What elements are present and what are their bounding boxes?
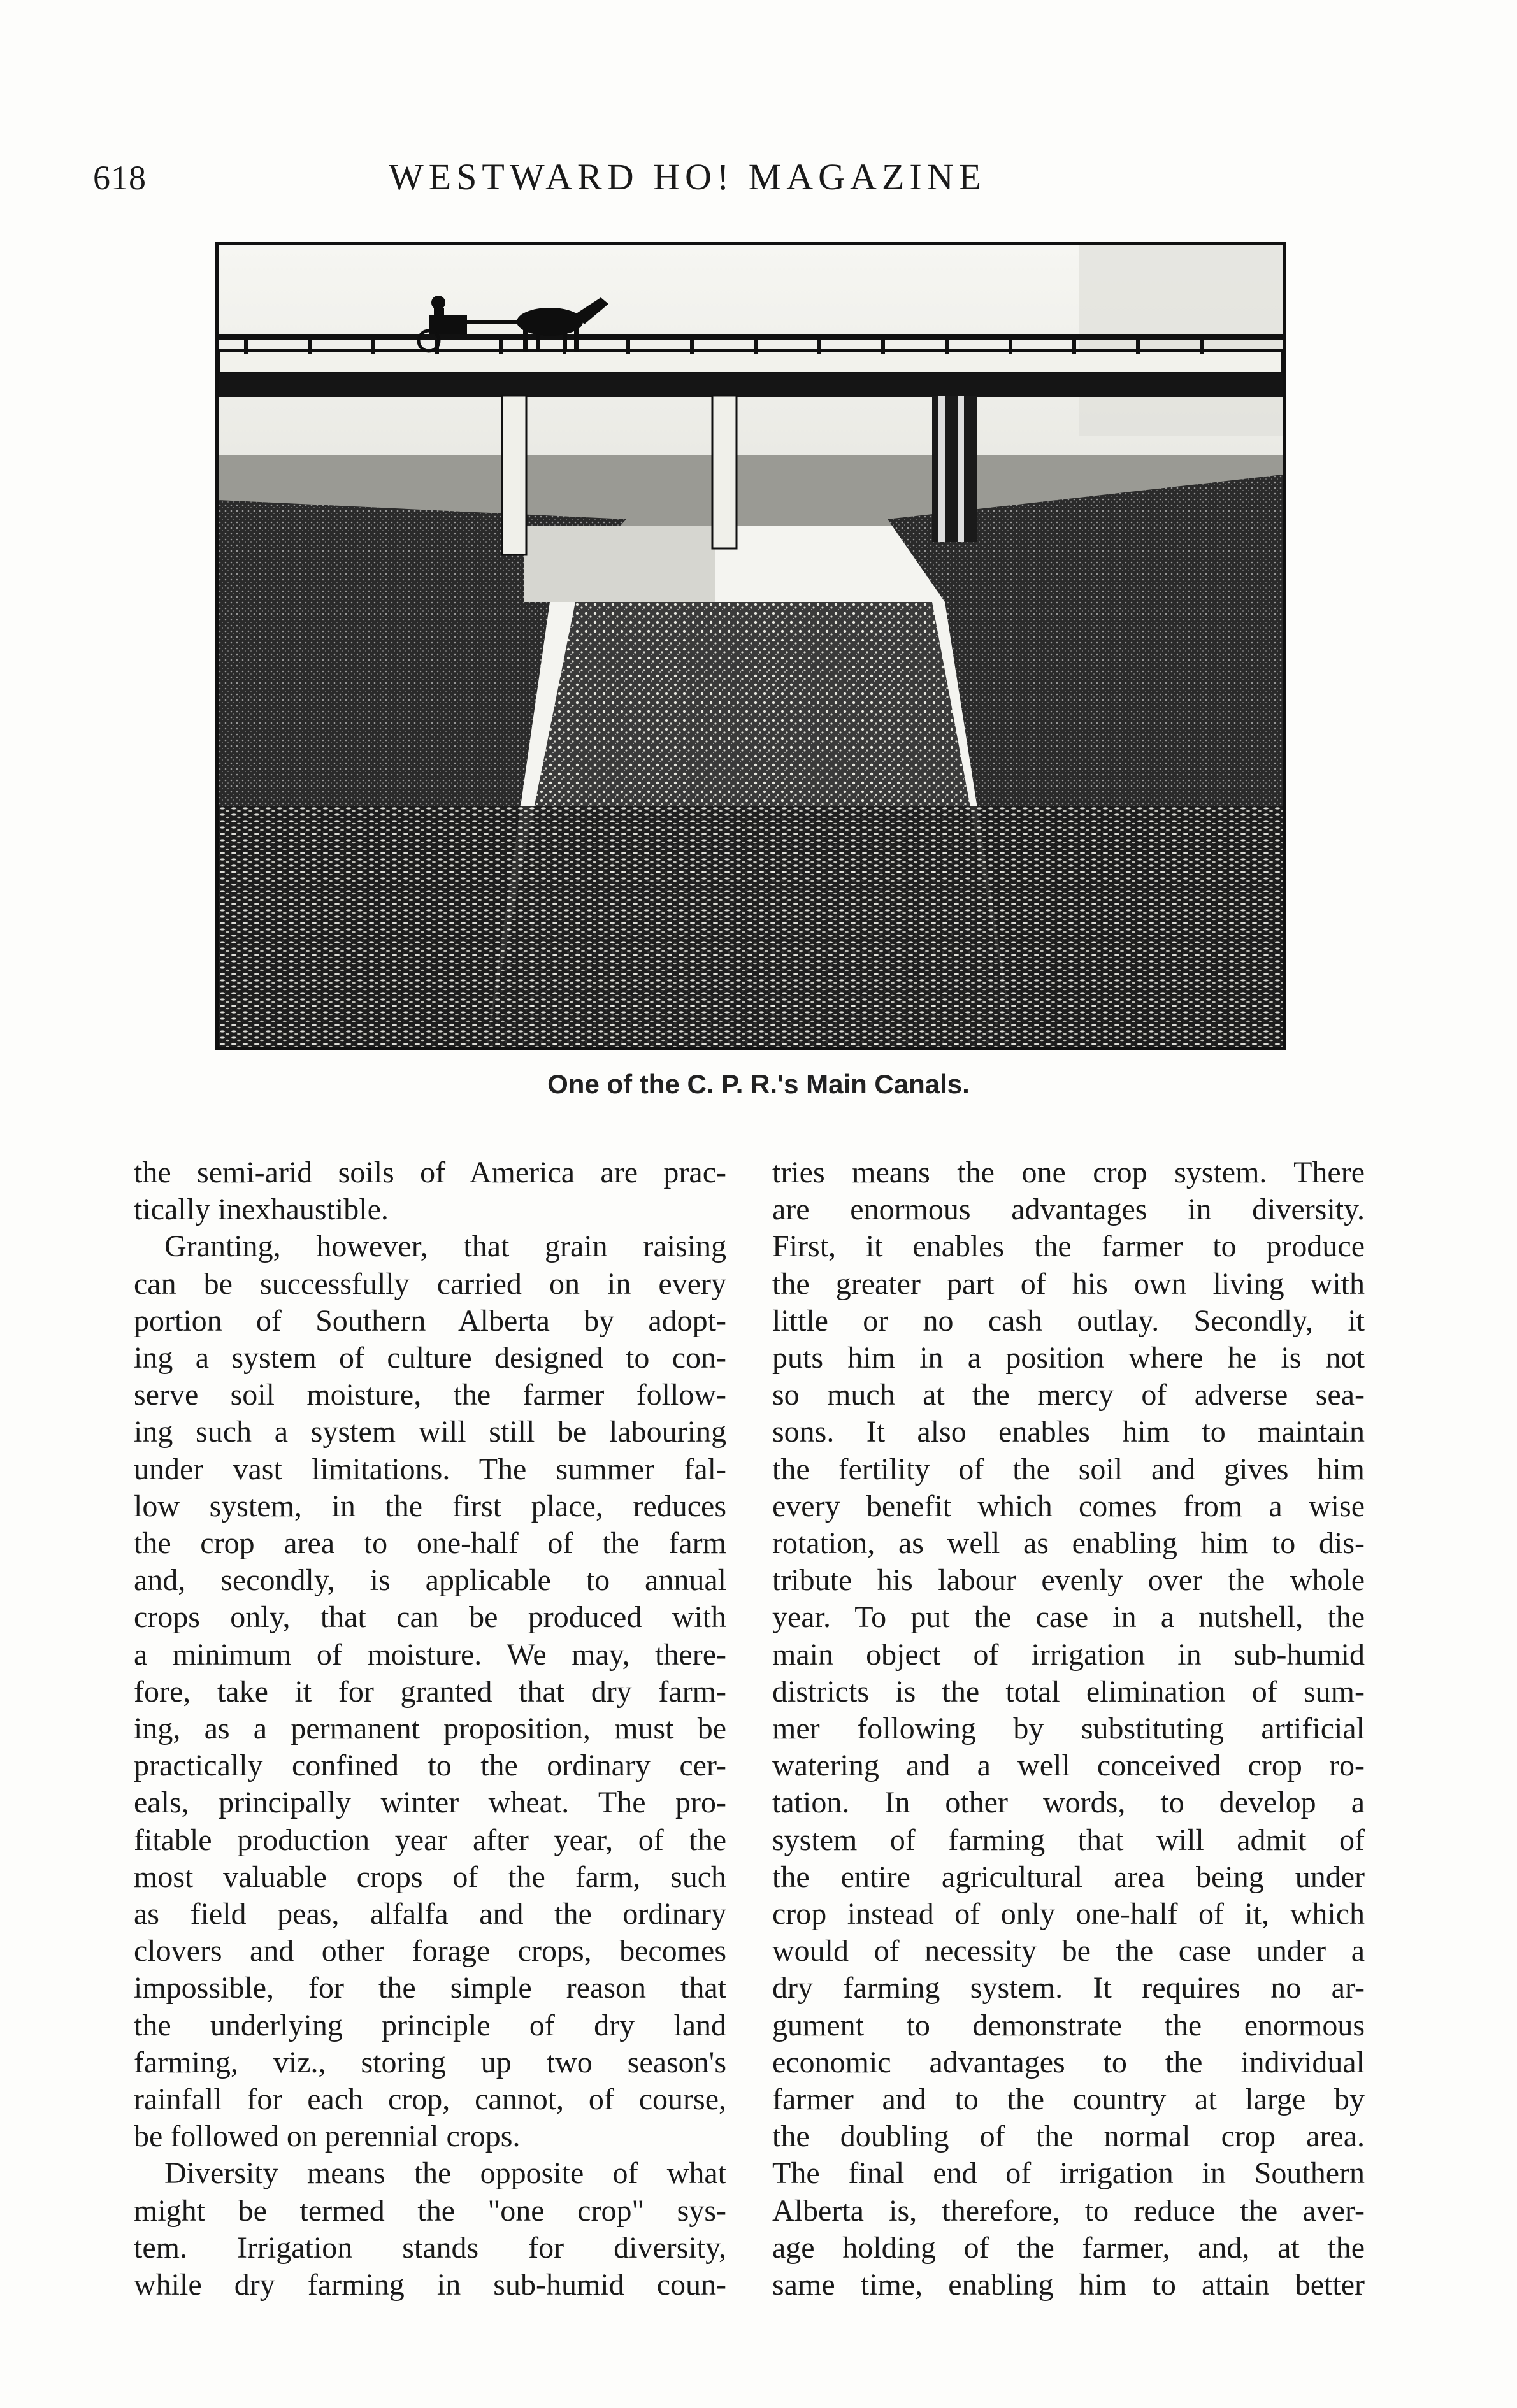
text-line: sons. It also enables him to maintain — [772, 1415, 1365, 1449]
text-line: gument to demonstrate the enormous — [772, 2008, 1365, 2042]
text-line: might be termed the "one crop" sys- — [134, 2193, 726, 2228]
text-line: age holding of the farmer, and, at the — [772, 2230, 1365, 2265]
text-line: same time, enabling him to attain better — [772, 2268, 1365, 2302]
text-line: the crop area to one-half of the farm — [134, 1526, 726, 1561]
text-line: fitable production year after year, of the — [134, 1823, 726, 1857]
text-line: can be successfully carried on in every — [134, 1266, 726, 1301]
photo-illustration — [219, 245, 1283, 1047]
text-line: farmer and to the country at large by — [772, 2082, 1365, 2117]
text-line: farming, viz., storing up two season's — [134, 2045, 726, 2079]
text-line: Alberta is, therefore, to reduce the aver- — [772, 2193, 1365, 2228]
text-line: rotation, as well as enabling him to dis- — [772, 1526, 1365, 1561]
text-line: districts is the total elimination of sum- — [772, 1674, 1365, 1709]
text-line: ing such a system will still be labouring — [134, 1415, 726, 1449]
canal-bridge-photo — [215, 242, 1286, 1050]
text-line: serve soil moisture, the farmer follow- — [134, 1378, 726, 1412]
text-line: the underlying principle of dry land — [134, 2008, 726, 2042]
text-line: mer following by substituting artificial — [772, 1712, 1365, 1746]
text-line: Diversity means the opposite of what — [164, 2156, 726, 2191]
text-line: dry farming system. It requires no ar- — [772, 1971, 1365, 2005]
text-line: tem. Irrigation stands for diversity, — [134, 2230, 726, 2265]
text-line: as field peas, alfalfa and the ordinary — [134, 1897, 726, 1931]
text-line: every benefit which comes from a wise — [772, 1489, 1365, 1523]
text-line: ing, as a permanent proposition, must be — [134, 1712, 726, 1746]
text-line: are enormous advantages in diversity. — [772, 1193, 1365, 1227]
text-line: fore, take it for granted that dry farm- — [134, 1674, 726, 1709]
text-line: impossible, for the simple reason that — [134, 1971, 726, 2005]
right-column — [772, 1154, 1365, 2304]
text-line: tribute his labour evenly over the whole — [772, 1563, 1365, 1598]
text-line: little or no cash outlay. Secondly, it — [772, 1303, 1365, 1338]
left-column — [134, 1154, 726, 2304]
text-line: under vast limitations. The summer fal- — [134, 1452, 726, 1486]
text-line: crop instead of only one-half of it, which — [772, 1897, 1365, 1931]
text-line: practically confined to the ordinary cer- — [134, 1749, 726, 1783]
text-line: would of necessity be the case under a — [772, 1934, 1365, 1968]
text-line: so much at the mercy of adverse sea- — [772, 1378, 1365, 1412]
photo-caption: One of the C. P. R.'s Main Canals. — [547, 1069, 970, 1099]
text-line: the greater part of his own living with — [772, 1266, 1365, 1301]
text-line: clovers and other forage crops, becomes — [134, 1934, 726, 1968]
text-line: tation. In other words, to develop a — [772, 1786, 1365, 1820]
text-line: low system, in the first place, reduces — [134, 1489, 726, 1523]
text-line: economic advantages to the individual — [772, 2045, 1365, 2079]
text-line: watering and a well conceived crop ro- — [772, 1749, 1365, 1783]
text-line: while dry farming in sub-humid coun- — [134, 2268, 726, 2302]
text-line: First, it enables the farmer to produce — [772, 1229, 1365, 1264]
text-line: The final end of irrigation in Southern — [772, 2156, 1365, 2191]
text-line: rainfall for each crop, cannot, of course, — [134, 2082, 726, 2117]
text-line: tically inexhaustible. — [134, 1193, 389, 1227]
text-line: Granting, however, that grain raising — [164, 1229, 726, 1264]
text-line: the semi-arid soils of America are prac- — [134, 1156, 726, 1189]
text-line: and, secondly, is applicable to annual — [134, 1563, 726, 1598]
text-line: year. To put the case in a nutshell, the — [772, 1600, 1365, 1635]
text-line: be followed on perennial crops. — [134, 2119, 521, 2154]
text-line: the doubling of the normal crop area. — [772, 2119, 1365, 2154]
text-line: puts him in a position where he is not — [772, 1341, 1365, 1375]
text-line: crops only, that can be produced with — [134, 1600, 726, 1635]
page-number: 618 — [93, 159, 147, 197]
text-line: eals, principally winter wheat. The pro- — [134, 1786, 726, 1820]
text-line: the fertility of the soil and gives him — [772, 1452, 1365, 1486]
text-line: tries means the one crop system. There — [772, 1156, 1365, 1189]
text-line: ing a system of culture designed to con- — [134, 1341, 726, 1375]
text-line: most valuable crops of the farm, such — [134, 1860, 726, 1894]
text-line: the entire agricultural area being under — [772, 1860, 1365, 1894]
text-line: portion of Southern Alberta by adopt- — [134, 1303, 726, 1338]
text-line: main object of irrigation in sub-humid — [772, 1637, 1365, 1672]
text-line: system of farming that will admit of — [772, 1823, 1365, 1857]
running-title: WESTWARD HO! MAGAZINE — [389, 156, 987, 197]
text-line: a minimum of moisture. We may, there- — [134, 1637, 726, 1672]
